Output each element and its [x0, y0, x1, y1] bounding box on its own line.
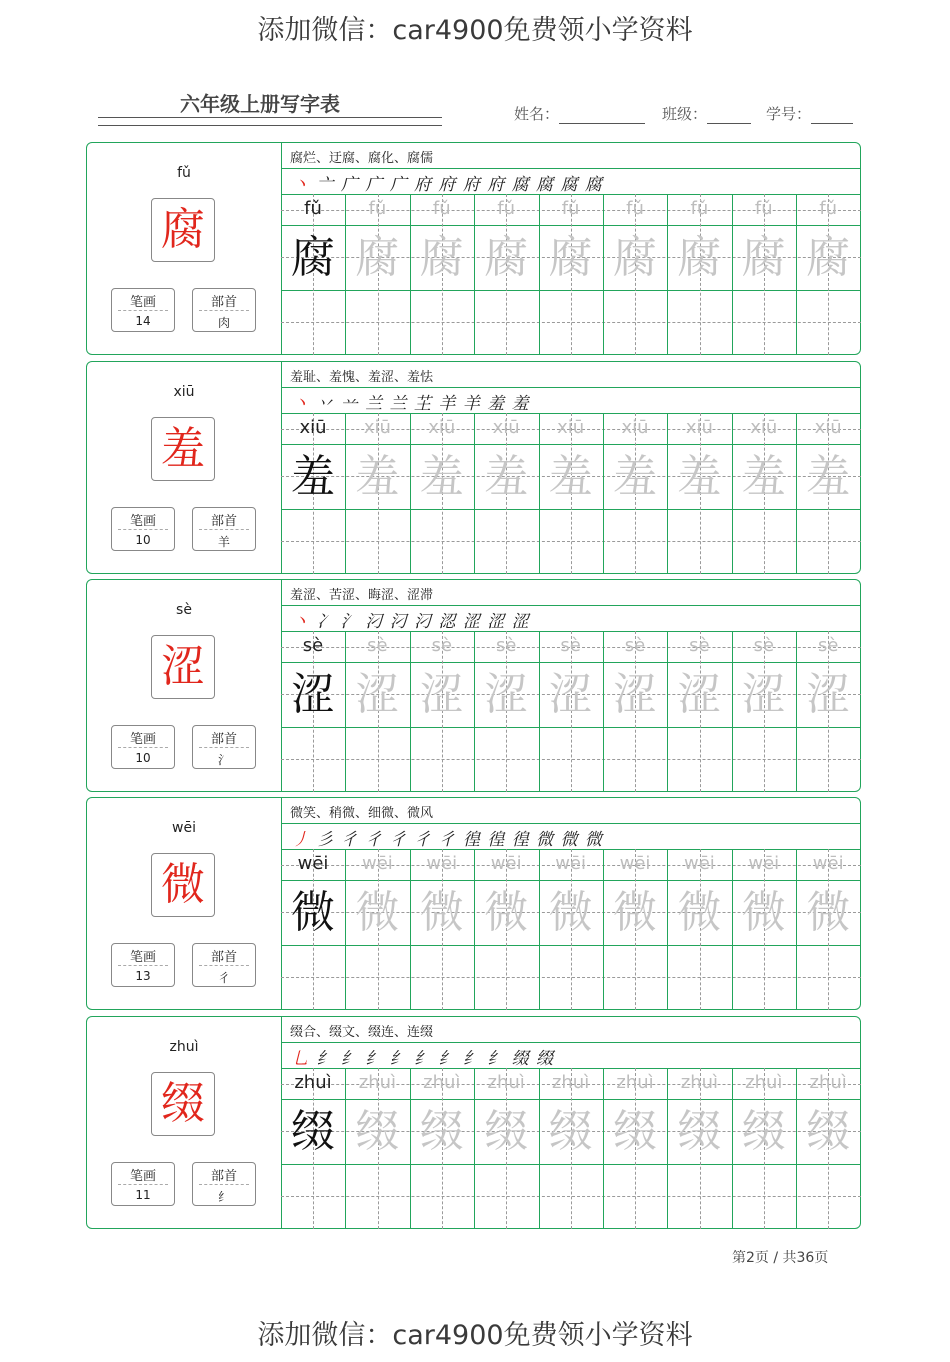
radical-label: 部首 [210, 950, 237, 965]
pinyin-trace: sè [560, 635, 581, 656]
character-trace: 涩 [806, 669, 851, 720]
radical-label: 部首 [210, 732, 237, 747]
row-line [281, 1042, 861, 1043]
stroke-count-value: 10 [135, 751, 151, 765]
character-trace: 腐 [806, 232, 851, 283]
stroke-count-box [111, 507, 175, 551]
pinyin-trace: zhuì [358, 1072, 397, 1093]
character-trace: 羞 [806, 451, 851, 502]
character-trace: 涩 [548, 669, 593, 720]
pinyin-trace: fǔ [690, 198, 709, 219]
stroke-count-value: 13 [135, 969, 151, 983]
character-trace: 腐 [548, 232, 593, 283]
character-trace: 缀 [548, 1106, 593, 1157]
character-pinyin: wēi [172, 820, 196, 836]
pinyin-trace: fǔ [432, 198, 451, 219]
character-trace: 微 [355, 887, 400, 938]
character-card [86, 1016, 861, 1229]
character-card [86, 797, 861, 1010]
pinyin-trace: fǔ [368, 198, 387, 219]
character-card [86, 579, 861, 792]
pinyin-trace: sè [495, 635, 517, 656]
character-box [151, 635, 215, 699]
character-trace: 腐 [613, 232, 657, 283]
character-trace: 羞 [419, 451, 464, 502]
radical-box [192, 725, 256, 769]
class-label: 班级： [662, 105, 708, 123]
character-trace: 涩 [741, 669, 786, 720]
pinyin-sample: zhuì [294, 1072, 332, 1093]
radical-value: 氵 [217, 753, 230, 767]
character-trace: 羞 [355, 451, 400, 502]
stroke-count-box [111, 725, 175, 769]
pinyin-trace: xiū [428, 417, 456, 438]
row-line [281, 823, 861, 824]
pinyin-trace: wēi [490, 853, 522, 874]
character-trace: 微 [613, 887, 657, 938]
number-blank[interactable] [811, 107, 853, 124]
title-underline [98, 117, 442, 126]
pinyin-trace: sè [689, 635, 710, 656]
stroke-count-box [111, 1162, 175, 1206]
pinyin-trace: fǔ [754, 198, 773, 219]
character-card [86, 142, 861, 355]
practice-grid [281, 849, 861, 1010]
radical-box [192, 1162, 256, 1206]
character-sample: 涩 [291, 669, 335, 720]
character-trace: 腐 [355, 232, 400, 283]
number-field[interactable] [766, 103, 853, 124]
name-label: 姓名： [514, 105, 560, 123]
pinyin-trace: xiū [492, 417, 520, 438]
example-words: 微笑、稍微、细微、微风 [290, 806, 434, 821]
character-trace: 缀 [806, 1106, 851, 1157]
character-box [151, 853, 215, 917]
character-trace: 羞 [741, 451, 786, 502]
pinyin-trace: fǔ [561, 198, 580, 219]
character-trace: 涩 [613, 669, 657, 720]
character-trace: 缀 [741, 1106, 786, 1157]
example-words: 羞涩、苦涩、晦涩、涩滞 [290, 588, 434, 603]
pinyin-trace: zhuì [487, 1072, 525, 1093]
character-info [87, 1017, 281, 1228]
stroke-count-label: 笔画 [129, 732, 156, 747]
pinyin-trace: zhuì [745, 1072, 783, 1093]
character-box [151, 198, 215, 262]
example-words: 腐烂、迂腐、腐化、腐儒 [290, 151, 434, 166]
practice-grid [281, 631, 861, 792]
pinyin-trace: xiū [685, 417, 713, 438]
character-sample: 缀 [291, 1106, 335, 1157]
character-pinyin: zhuì [169, 1039, 199, 1055]
pinyin-trace: zhuì [809, 1072, 847, 1093]
character-trace: 羞 [677, 451, 722, 502]
character-trace: 腐 [677, 232, 722, 283]
character-box [151, 1072, 215, 1136]
pinyin-trace: xiū [750, 417, 778, 438]
pinyin-sample: xiū [299, 417, 327, 438]
pinyin-trace: zhuì [616, 1072, 654, 1093]
character-trace: 微 [806, 887, 851, 938]
number-label: 学号： [766, 105, 812, 123]
character-trace: 羞 [613, 451, 657, 502]
pinyin-trace: fǔ [626, 198, 644, 219]
radical-value: 纟 [217, 1190, 230, 1204]
stroke-count-label: 笔画 [129, 295, 156, 310]
character-pinyin: sè [176, 602, 192, 618]
character-trace: 腐 [741, 232, 786, 283]
character-trace: 涩 [677, 669, 722, 720]
character-trace: 涩 [355, 669, 400, 720]
pinyin-sample: sè [302, 635, 324, 656]
character-trace: 腐 [484, 232, 529, 283]
pinyin-trace: wēi [361, 853, 393, 874]
character-trace: 缀 [355, 1106, 400, 1157]
pinyin-trace: sè [367, 635, 388, 656]
character-trace: 缀 [677, 1106, 722, 1157]
character-trace: 缀 [613, 1106, 657, 1157]
character-trace: 微 [677, 887, 722, 938]
character-sample: 微 [291, 887, 335, 938]
pinyin-trace: xiū [363, 417, 391, 438]
character-trace: 缀 [484, 1106, 529, 1157]
pinyin-trace: wēi [683, 853, 715, 874]
class-field[interactable] [662, 103, 751, 124]
pinyin-trace: xiū [621, 417, 649, 438]
page-title: 六年级上册写字表 [180, 92, 340, 116]
radical-value: 彳 [217, 971, 230, 985]
character-trace: 微 [419, 887, 464, 938]
character-trace: 微 [484, 887, 529, 938]
row-line [281, 387, 861, 388]
radical-label: 部首 [210, 514, 237, 529]
character-glyph: 涩 [161, 641, 205, 692]
character-trace: 微 [548, 887, 593, 938]
pinyin-trace: xiū [814, 417, 842, 438]
row-line [281, 605, 861, 606]
pinyin-trace: sè [624, 635, 646, 656]
stroke-count-label: 笔画 [129, 950, 156, 965]
practice-grid [281, 194, 861, 355]
pinyin-trace: wēi [748, 853, 780, 874]
character-card [86, 361, 861, 574]
character-trace: 涩 [484, 669, 529, 720]
stroke-count-value: 10 [135, 533, 151, 547]
radical-value: 肉 [217, 316, 230, 330]
radical-box [192, 943, 256, 987]
character-trace: 微 [741, 887, 786, 938]
pinyin-trace: xiū [557, 417, 585, 438]
stroke-count-label: 笔画 [129, 1169, 156, 1184]
stroke-order: 丶 丷 䒑 兰 兰 芏 羊 羊 羞 羞 [292, 394, 530, 414]
pinyin-trace: wēi [426, 853, 458, 874]
stroke-order: 丿 彡 彳 彳 彳 彳 彳 徨 徨 徨 微 微 微 [292, 830, 603, 850]
character-info [87, 798, 281, 1009]
stroke-order: 丶 亠 广 广 广 府 府 府 府 腐 腐 腐 腐 [292, 175, 603, 195]
character-info [87, 580, 281, 791]
class-blank[interactable] [707, 107, 751, 124]
character-trace: 缀 [419, 1106, 464, 1157]
character-info [87, 362, 281, 573]
example-words: 缀合、缀文、缀连、连缀 [290, 1025, 434, 1040]
pinyin-sample: fǔ [304, 198, 322, 219]
radical-label: 部首 [210, 1169, 237, 1184]
pinyin-trace: sè [817, 635, 839, 656]
character-box [151, 417, 215, 481]
character-glyph: 缀 [161, 1078, 205, 1129]
radical-value: 羊 [217, 535, 230, 549]
character-info [87, 143, 281, 354]
pinyin-trace: wēi [812, 853, 844, 874]
example-words: 羞耻、羞愧、羞涩、羞怯 [290, 370, 434, 385]
stroke-order: 乚 纟 纟 纟 纟 纟 纟 纟 纟 缀 缀 [292, 1049, 555, 1069]
character-glyph: 羞 [161, 423, 205, 474]
top-banner: 添加微信：car4900免费领小学资料 [257, 15, 693, 46]
character-trace: 羞 [484, 451, 529, 502]
pinyin-trace: sè [431, 635, 453, 656]
stroke-count-box [111, 288, 175, 332]
character-glyph: 腐 [161, 204, 205, 255]
character-pinyin: xiū [173, 384, 195, 400]
character-sample: 腐 [291, 232, 335, 283]
name-blank[interactable] [559, 107, 645, 124]
stroke-order: 丶 冫 氵 汈 汈 汈 涊 涩 涩 涩 [292, 612, 530, 632]
practice-grid [281, 1068, 861, 1229]
practice-grid [281, 413, 861, 574]
stroke-count-value: 14 [135, 314, 151, 328]
pinyin-trace: wēi [619, 853, 651, 874]
page-number: 第2页 / 共36页 [732, 1250, 829, 1266]
stroke-count-value: 11 [135, 1188, 151, 1202]
character-trace: 涩 [419, 669, 464, 720]
pinyin-trace: zhuì [551, 1072, 590, 1093]
character-trace: 腐 [419, 232, 464, 283]
stroke-count-label: 笔画 [129, 514, 156, 529]
character-sample: 羞 [291, 451, 335, 502]
bottom-banner: 添加微信：car4900免费领小学资料 [257, 1320, 693, 1351]
name-field[interactable] [514, 103, 645, 124]
radical-box [192, 288, 256, 332]
radical-label: 部首 [210, 295, 237, 310]
pinyin-trace: fǔ [819, 198, 838, 219]
pinyin-trace: wēi [555, 853, 586, 874]
pinyin-trace: zhuì [423, 1072, 461, 1093]
character-pinyin: fǔ [177, 165, 191, 181]
pinyin-sample: wēi [297, 853, 329, 874]
pinyin-trace: sè [753, 635, 775, 656]
row-line [281, 168, 861, 169]
pinyin-trace: zhuì [680, 1072, 719, 1093]
radical-box [192, 507, 256, 551]
character-glyph: 微 [161, 859, 205, 910]
stroke-count-box [111, 943, 175, 987]
character-trace: 羞 [548, 451, 593, 502]
pinyin-trace: fǔ [497, 198, 516, 219]
